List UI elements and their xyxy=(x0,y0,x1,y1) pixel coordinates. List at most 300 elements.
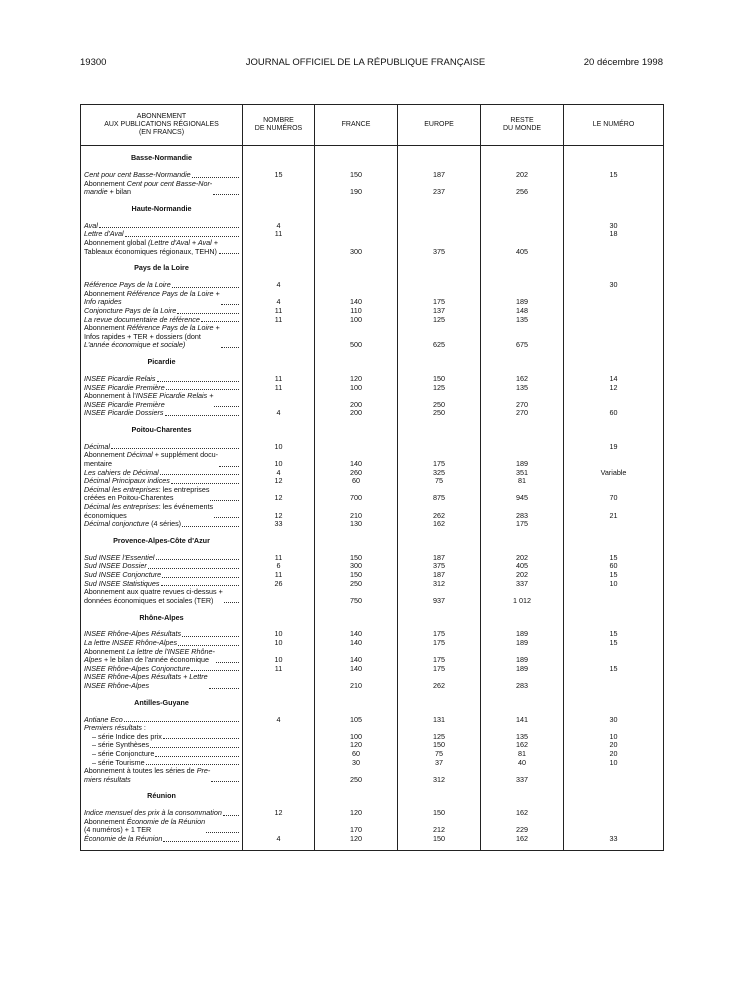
publication-title xyxy=(84,648,215,665)
value-reste: 189 xyxy=(481,648,564,665)
empty-cell xyxy=(564,356,664,369)
title-italic: Antiane Eco xyxy=(84,714,123,724)
value-nb xyxy=(243,588,315,605)
value-reste xyxy=(481,230,564,239)
value-numero xyxy=(564,477,664,486)
value-france: 200 xyxy=(315,392,398,409)
dot-leader xyxy=(182,526,239,527)
region-row xyxy=(81,535,664,548)
publication-label-wrap xyxy=(84,588,239,605)
title-plain: Abonnement xyxy=(84,646,127,656)
title-italic: INSEE Rhône-Alpes Résultats + Lettre INSEE Rhône-Alpes xyxy=(84,672,208,690)
empty-cell xyxy=(243,152,315,165)
value-france: 120 xyxy=(315,741,398,750)
value-europe: 131 xyxy=(398,716,481,725)
value-europe: 237 xyxy=(398,180,481,197)
value-france: 60 xyxy=(315,477,398,486)
dot-leader xyxy=(221,347,239,348)
table-row xyxy=(81,239,664,256)
value-reste: 351 xyxy=(481,469,564,478)
value-france: 210 xyxy=(315,673,398,690)
value-europe: 262 xyxy=(398,673,481,690)
value-numero: 19 xyxy=(564,443,664,452)
value-numero: 20 xyxy=(564,750,664,759)
publication-label xyxy=(81,818,243,835)
value-reste: 162 xyxy=(481,375,564,384)
value-nb: 11 xyxy=(243,384,315,393)
region-heading: Picardie xyxy=(81,356,243,369)
title-italic: Sud INSEE l'Essentiel xyxy=(84,552,155,562)
value-nb: 4 xyxy=(243,835,315,844)
dot-leader xyxy=(216,662,239,663)
empty-cell xyxy=(564,424,664,437)
value-nb: 10 xyxy=(243,451,315,468)
col-header-line: FRANCE xyxy=(341,121,371,128)
value-nb: 11 xyxy=(243,665,315,674)
title-italic: Sud INSEE Dossier xyxy=(84,561,147,571)
title-italic: Sud INSEE Statistiques xyxy=(84,578,160,588)
title-italic: INSEE Picardie Relais xyxy=(84,373,156,383)
table-row xyxy=(81,520,664,529)
value-europe: 150 xyxy=(398,809,481,818)
value-france: 105 xyxy=(315,716,398,725)
value-numero: 12 xyxy=(564,384,664,393)
title-italic: Décimal les entreprises xyxy=(84,484,159,494)
value-reste: 945 xyxy=(481,486,564,503)
title-italic: Indice mensuel des prix à la consommation xyxy=(84,808,222,818)
dot-leader xyxy=(211,781,239,782)
empty-cell xyxy=(243,424,315,437)
spacer-cell xyxy=(315,844,398,851)
empty-cell xyxy=(243,697,315,710)
empty-cell xyxy=(481,535,564,548)
value-france: 100 xyxy=(315,384,398,393)
spacer-cell xyxy=(243,844,315,851)
value-reste: 189 xyxy=(481,665,564,674)
table-row xyxy=(81,290,664,307)
value-reste: 81 xyxy=(481,477,564,486)
publication-label-wrap xyxy=(84,324,239,350)
title-plain: Abonnement xyxy=(84,178,127,188)
region-row xyxy=(81,203,664,216)
value-europe xyxy=(398,222,481,231)
dot-leader xyxy=(223,815,239,816)
value-reste: 270 xyxy=(481,409,564,418)
title-plain: + le bilan de l'année économique xyxy=(101,655,210,665)
value-reste: 283 xyxy=(481,673,564,690)
title-italic: Cent pour cent Basse-Normandie xyxy=(84,170,191,179)
value-numero: 60 xyxy=(564,562,664,571)
value-nb: 12 xyxy=(243,486,315,503)
dot-leader xyxy=(206,832,239,833)
value-france: 140 xyxy=(315,630,398,639)
value-france: 210 xyxy=(315,503,398,520)
value-numero xyxy=(564,180,664,197)
title-italic: INSEE Picardie Relais + INSEE Picardie Première xyxy=(84,391,214,409)
value-numero xyxy=(564,307,664,316)
value-europe: 175 xyxy=(398,665,481,674)
value-nb: 4 xyxy=(243,290,315,307)
value-europe: 125 xyxy=(398,316,481,325)
empty-cell xyxy=(243,203,315,216)
value-reste: 175 xyxy=(481,520,564,529)
value-reste: 283 xyxy=(481,503,564,520)
value-france xyxy=(315,222,398,231)
title-plain: Abonnement xyxy=(84,816,127,826)
table-row xyxy=(81,724,664,733)
value-numero: 15 xyxy=(564,171,664,180)
value-nb xyxy=(243,750,315,759)
value-reste: 40 xyxy=(481,759,564,768)
empty-cell xyxy=(315,356,398,369)
empty-cell xyxy=(398,152,481,165)
empty-cell xyxy=(564,262,664,275)
value-europe: 312 xyxy=(398,767,481,784)
title-italic: Référence Pays de la Loire + xyxy=(126,323,220,333)
title-italic: Pre- miers résultats xyxy=(84,766,211,784)
region-heading: Provence-Alpes-Côte d'Azur xyxy=(81,535,243,548)
table-row xyxy=(81,392,664,409)
publication-label xyxy=(81,290,243,307)
title-plain: Abonnement global xyxy=(84,237,148,247)
value-numero: 15 xyxy=(564,554,664,563)
dot-leader xyxy=(182,636,239,637)
publication-label-wrap xyxy=(84,648,239,665)
title-italic: Économie de la Réunion xyxy=(126,816,206,826)
region-heading: Poitou-Charentes xyxy=(81,424,243,437)
dot-leader xyxy=(219,253,239,254)
publication-label-wrap xyxy=(84,520,239,529)
value-europe: 150 xyxy=(398,741,481,750)
dot-leader xyxy=(99,227,239,228)
table-row xyxy=(81,324,664,350)
publication-label-wrap xyxy=(84,392,239,409)
value-europe: 937 xyxy=(398,588,481,605)
empty-cell xyxy=(564,611,664,624)
title-italic: Aval xyxy=(84,220,98,230)
publication-label-wrap xyxy=(84,180,239,197)
value-reste: 1 012 xyxy=(481,588,564,605)
title-plain: – série Indice des prix xyxy=(84,731,162,741)
title-plain: + bilan xyxy=(107,187,131,197)
publication-label-wrap xyxy=(84,818,239,835)
value-nb xyxy=(243,818,315,835)
empty-cell xyxy=(315,152,398,165)
empty-cell xyxy=(564,535,664,548)
table-row xyxy=(81,648,664,665)
empty-cell xyxy=(398,697,481,710)
table-row xyxy=(81,180,664,197)
dot-leader xyxy=(219,466,239,467)
value-numero xyxy=(564,809,664,818)
dot-leader xyxy=(155,756,239,757)
title-plain: Abonnement xyxy=(84,288,127,298)
value-france: 140 xyxy=(315,648,398,665)
value-nb: 11 xyxy=(243,375,315,384)
value-france: 100 xyxy=(315,316,398,325)
value-nb: 10 xyxy=(243,443,315,452)
publication-label-wrap xyxy=(84,290,239,307)
value-reste: 337 xyxy=(481,767,564,784)
value-numero: 10 xyxy=(564,733,664,742)
title-plain: Abonnement à toutes les séries de xyxy=(84,766,197,776)
value-nb xyxy=(243,392,315,409)
title-italic: Sud INSEE Conjoncture xyxy=(84,570,162,579)
value-numero: 60 xyxy=(564,409,664,418)
value-europe: 875 xyxy=(398,486,481,503)
value-reste: 135 xyxy=(481,733,564,742)
value-numero: Variable xyxy=(564,469,664,478)
region-row xyxy=(81,262,664,275)
value-reste: 405 xyxy=(481,562,564,571)
value-numero: 30 xyxy=(564,281,664,290)
title-italic: Lettre d'Aval xyxy=(84,229,124,239)
title-plain: Infos rapides + TER + dossiers (dont xyxy=(84,331,201,341)
value-nb: 10 xyxy=(243,648,315,665)
dot-leader xyxy=(150,747,239,748)
dot-leader xyxy=(221,304,239,305)
publication-title xyxy=(84,392,213,409)
table-body xyxy=(81,146,664,851)
title-italic: Décimal les entreprises xyxy=(84,502,159,512)
publication-label-wrap xyxy=(84,835,239,844)
empty-cell xyxy=(481,152,564,165)
dot-leader xyxy=(214,517,239,518)
title-italic: La lettre de l'INSEE Rhône- Alpes xyxy=(84,646,215,665)
title-plain: Abonnement aux quatre revues ci-dessus + données économiques et sociales (TER) xyxy=(84,587,223,605)
value-numero: 10 xyxy=(564,759,664,768)
dot-leader xyxy=(201,321,239,322)
empty-cell xyxy=(481,611,564,624)
title-plain: Abonnement xyxy=(84,323,127,333)
spacer-cell xyxy=(481,844,564,851)
value-france: 30 xyxy=(315,759,398,768)
empty-cell xyxy=(564,790,664,803)
publication-label-wrap xyxy=(84,239,239,256)
dot-leader xyxy=(125,236,239,237)
value-europe: 250 xyxy=(398,409,481,418)
value-numero xyxy=(564,588,664,605)
title-italic: Premiers résultats xyxy=(84,723,142,733)
issue-date: 20 décembre 1998 xyxy=(583,57,663,68)
publication-title xyxy=(84,409,164,418)
publication-title xyxy=(84,818,205,835)
value-europe: 625 xyxy=(398,324,481,350)
value-nb xyxy=(243,767,315,784)
table-row xyxy=(81,750,664,759)
publication-label xyxy=(81,588,243,605)
value-europe: 150 xyxy=(398,835,481,844)
dot-leader xyxy=(178,645,239,646)
value-nb: 4 xyxy=(243,716,315,725)
publication-label xyxy=(81,486,243,503)
value-europe xyxy=(398,443,481,452)
value-nb: 10 xyxy=(243,630,315,639)
col-header-line: DU MONDE xyxy=(502,125,542,132)
dot-leader xyxy=(146,764,239,765)
publication-title xyxy=(84,486,209,503)
dot-leader xyxy=(165,415,240,416)
value-nb xyxy=(243,324,315,350)
value-nb xyxy=(243,733,315,742)
value-france: 250 xyxy=(315,580,398,589)
empty-cell xyxy=(398,790,481,803)
title-italic: Référence Pays de la Loire xyxy=(84,280,171,290)
value-europe: 125 xyxy=(398,384,481,393)
value-numero: 30 xyxy=(564,222,664,231)
value-europe: 150 xyxy=(398,375,481,384)
region-heading: Réunion xyxy=(81,790,243,803)
value-numero: 30 xyxy=(564,716,664,725)
publication-title xyxy=(84,180,212,197)
value-france: 300 xyxy=(315,239,398,256)
region-row xyxy=(81,611,664,624)
title-italic: INSEE Rhône-Alpes Résultats xyxy=(84,629,182,639)
dot-leader xyxy=(161,585,239,586)
title-italic: L'année économique et sociale) xyxy=(84,340,186,350)
table-row xyxy=(81,835,664,844)
value-europe: 212 xyxy=(398,818,481,835)
empty-cell xyxy=(315,697,398,710)
publication-label xyxy=(81,520,243,529)
col-header-line: EUROPE xyxy=(424,121,454,128)
col-header-line: LE NUMÉRO xyxy=(592,121,635,128)
dot-leader xyxy=(224,602,239,603)
page-header xyxy=(0,57,731,71)
value-nb: 4 xyxy=(243,469,315,478)
empty-cell xyxy=(398,424,481,437)
title-italic: Référence Pays de la Loire + Info rapides xyxy=(84,288,220,307)
dot-leader xyxy=(213,194,239,195)
publication-title xyxy=(84,503,213,520)
region-heading: Antilles-Guyane xyxy=(81,697,243,710)
region-row xyxy=(81,356,664,369)
value-europe: 175 xyxy=(398,639,481,648)
value-reste: 162 xyxy=(481,741,564,750)
value-nb: 11 xyxy=(243,571,315,580)
value-nb xyxy=(243,180,315,197)
value-europe: 250 xyxy=(398,392,481,409)
empty-cell xyxy=(481,424,564,437)
value-france: 150 xyxy=(315,571,398,580)
region-heading: Basse-Normandie xyxy=(81,152,243,165)
publication-title xyxy=(84,767,210,784)
table-row xyxy=(81,767,664,784)
value-europe: 175 xyxy=(398,451,481,468)
publication-label-wrap xyxy=(84,503,239,520)
publication-label xyxy=(81,180,243,197)
title-plain: Tableaux économiques régionaux, TEHN) xyxy=(84,246,217,256)
publication-title xyxy=(84,520,181,529)
value-reste: 337 xyxy=(481,580,564,589)
title-italic: INSEE Rhône-Alpes Conjoncture xyxy=(84,663,190,673)
empty-cell xyxy=(243,790,315,803)
dot-leader xyxy=(171,483,239,484)
col-header-nombre xyxy=(243,105,315,146)
title-plain: : xyxy=(141,723,146,733)
value-nb: 12 xyxy=(243,809,315,818)
publication-title xyxy=(84,835,162,844)
value-france: 170 xyxy=(315,818,398,835)
value-nb: 4 xyxy=(243,222,315,231)
value-numero: 15 xyxy=(564,630,664,639)
value-europe: 175 xyxy=(398,290,481,307)
empty-cell xyxy=(398,356,481,369)
dot-leader xyxy=(163,841,239,842)
value-france: 110 xyxy=(315,307,398,316)
title-plain: – série Synthèses xyxy=(84,740,150,750)
value-france xyxy=(315,443,398,452)
dot-leader xyxy=(160,474,239,475)
spacer-cell xyxy=(564,844,664,851)
value-nb: 6 xyxy=(243,562,315,571)
value-reste: 675 xyxy=(481,324,564,350)
value-nb: 12 xyxy=(243,477,315,486)
publication-label xyxy=(81,835,243,844)
col-header-numero xyxy=(564,105,664,146)
spacer-row xyxy=(81,844,664,851)
value-numero: 14 xyxy=(564,375,664,384)
value-numero xyxy=(564,648,664,665)
empty-cell xyxy=(243,611,315,624)
value-europe: 325 xyxy=(398,469,481,478)
value-reste: 189 xyxy=(481,290,564,307)
publication-label-wrap xyxy=(84,486,239,503)
title-italic: INSEE Picardie Dossiers xyxy=(84,408,164,418)
table-row xyxy=(81,375,664,384)
value-reste: 148 xyxy=(481,307,564,316)
value-reste: 256 xyxy=(481,180,564,197)
title-plain: (4 numéros) + 1 TER xyxy=(84,825,152,835)
value-europe xyxy=(398,230,481,239)
page-number: 19300 xyxy=(80,57,107,68)
dot-leader xyxy=(156,559,240,560)
value-france xyxy=(315,230,398,239)
value-numero xyxy=(564,767,664,784)
empty-cell xyxy=(398,611,481,624)
title-plain: : les entreprises créées en Poitou-Charentes xyxy=(84,484,210,503)
dot-leader xyxy=(191,670,239,671)
title-italic: Conjoncture Pays de la Loire xyxy=(84,305,177,315)
value-europe: 262 xyxy=(398,503,481,520)
empty-cell xyxy=(481,262,564,275)
title-italic: Cent pour cent Basse-Nor- mandie xyxy=(84,178,213,197)
table-row xyxy=(81,673,664,690)
value-nb xyxy=(243,673,315,690)
dot-leader xyxy=(148,568,239,569)
value-nb xyxy=(243,724,315,733)
value-france: 140 xyxy=(315,290,398,307)
publication-label-wrap xyxy=(84,673,239,690)
value-numero xyxy=(564,316,664,325)
table-row xyxy=(81,503,664,520)
spacer-cell xyxy=(398,844,481,851)
empty-cell xyxy=(243,262,315,275)
value-europe: 37 xyxy=(398,759,481,768)
empty-cell xyxy=(243,356,315,369)
title-italic: Décimal xyxy=(126,450,153,460)
empty-cell xyxy=(315,262,398,275)
region-row xyxy=(81,152,664,165)
value-europe: 375 xyxy=(398,562,481,571)
table-header-row xyxy=(81,105,664,146)
publication-title xyxy=(84,451,218,468)
publication-label xyxy=(81,409,243,418)
title-plain: Abonnement xyxy=(84,450,127,460)
value-france: 120 xyxy=(315,809,398,818)
empty-cell xyxy=(398,262,481,275)
value-europe: 137 xyxy=(398,307,481,316)
